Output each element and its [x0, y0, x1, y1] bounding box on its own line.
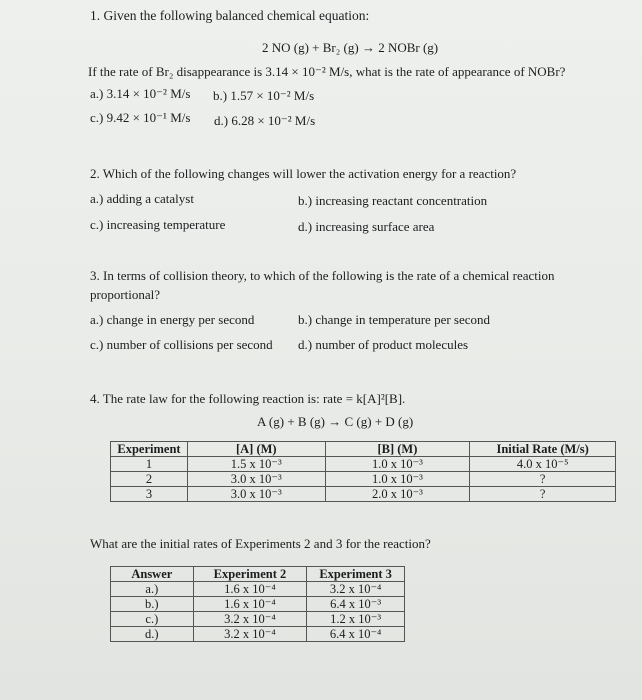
table-row[interactable]	[111, 627, 405, 642]
table-row[interactable]	[111, 612, 405, 627]
cell: 4.0 x 10⁻⁵	[470, 457, 616, 472]
cell: 1.6 x 10⁻⁴	[193, 597, 307, 612]
q4-prompt: 4. The rate law for the following reaction is: rate = k[A]²[B].	[90, 391, 406, 406]
q3-option-d[interactable]: d.) number of product molecules	[298, 337, 469, 352]
q3-prompt-line1: 3. In terms of collision theory, to which of the following is the rate of a chemical reaction	[90, 268, 555, 283]
q1-option-d[interactable]: d.) 6.28 × 10⁻² M/s	[214, 113, 316, 128]
cell: ?	[470, 472, 616, 487]
cell: b.)	[111, 597, 194, 612]
table-row	[111, 487, 616, 502]
cell: 6.4 x 10⁻³	[307, 597, 405, 612]
cell: 1.0 x 10⁻³	[325, 472, 470, 487]
table-row[interactable]	[111, 582, 405, 597]
q2-option-a[interactable]: a.) adding a catalyst	[90, 191, 194, 206]
q2-option-c[interactable]: c.) increasing temperature	[90, 217, 226, 232]
cell: 2	[111, 472, 188, 487]
rate-data-table	[110, 441, 616, 502]
header-experiment-2: Experiment 2	[193, 567, 307, 582]
q2-option-d[interactable]: d.) increasing surface area	[298, 219, 435, 234]
header-conc-b: [B] (M)	[325, 442, 470, 457]
q1-question: If the rate of Br₂ disappearance is 3.14 × 10⁻² M/s, what is the rate of appearance of NOBr?	[88, 64, 566, 79]
header-conc-a: [A] (M)	[187, 442, 325, 457]
cell: 3.0 x 10⁻³	[187, 472, 325, 487]
answer-table	[110, 566, 405, 642]
q1-option-c[interactable]: c.) 9.42 × 10⁻¹ M/s	[90, 110, 191, 125]
q2-prompt: 2. Which of the following changes will lower the activation energy for a reaction?	[90, 166, 517, 181]
q2-option-b[interactable]: b.) increasing reactant concentration	[298, 193, 488, 208]
table-row	[111, 457, 616, 472]
table-row	[111, 472, 616, 487]
q3-option-c[interactable]: c.) number of collisions per second	[90, 337, 273, 352]
q1-option-a[interactable]: a.) 3.14 × 10⁻² M/s	[90, 86, 191, 101]
q3-prompt-line2: proportional?	[90, 287, 161, 302]
cell: 1	[111, 457, 188, 472]
q1-prompt: 1. Given the following balanced chemical equation:	[90, 8, 370, 23]
cell: c.)	[111, 612, 194, 627]
cell: 3	[111, 487, 188, 502]
cell: 1.5 x 10⁻³	[187, 457, 325, 472]
header-experiment: Experiment	[111, 442, 188, 457]
header-answer: Answer	[111, 567, 194, 582]
cell: 3.0 x 10⁻³	[187, 487, 325, 502]
cell: 3.2 x 10⁻⁴	[193, 612, 307, 627]
q4-equation: A (g) + B (g) → C (g) + D (g)	[257, 414, 414, 429]
cell: 1.2 x 10⁻³	[307, 612, 405, 627]
cell: a.)	[111, 582, 194, 597]
header-initial-rate: Initial Rate (M/s)	[470, 442, 616, 457]
cell: 2.0 x 10⁻³	[325, 487, 470, 502]
cell: d.)	[111, 627, 194, 642]
q1-equation: 2 NO (g) + Br₂ (g) → 2 NOBr (g)	[262, 40, 439, 55]
cell: 6.4 x 10⁻⁴	[307, 627, 405, 642]
q3-option-a[interactable]: a.) change in energy per second	[90, 312, 255, 327]
cell: 1.6 x 10⁻⁴	[193, 582, 307, 597]
table-row[interactable]	[111, 597, 405, 612]
cell: 3.2 x 10⁻⁴	[193, 627, 307, 642]
q1-option-b[interactable]: b.) 1.57 × 10⁻² M/s	[213, 88, 315, 103]
q4-followup: What are the initial rates of Experiments 2 and 3 for the reaction?	[90, 536, 431, 551]
cell: 1.0 x 10⁻³	[325, 457, 470, 472]
q3-option-b[interactable]: b.) change in temperature per second	[298, 312, 491, 327]
cell: ?	[470, 487, 616, 502]
cell: 3.2 x 10⁻⁴	[307, 582, 405, 597]
header-experiment-3: Experiment 3	[307, 567, 405, 582]
